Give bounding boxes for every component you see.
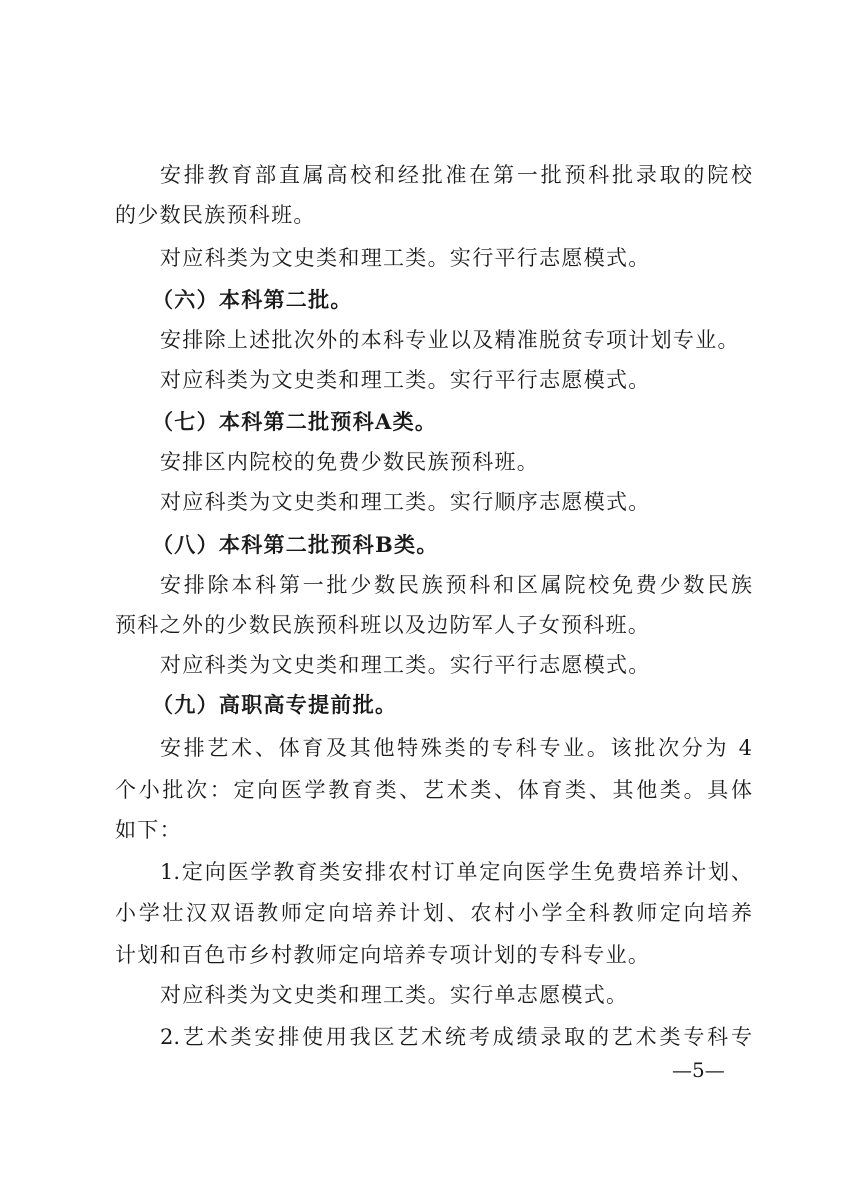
- section-heading: （七）本科第二批预科A类。: [152, 409, 438, 434]
- section-heading: （六）本科第二批。: [152, 287, 353, 312]
- paragraph-line: 小学壮汉双语教师定向培养计划、农村小学全科教师定向培养: [115, 901, 752, 925]
- section-heading: （八）本科第二批预科B类。: [152, 532, 439, 557]
- paragraph-line: 的少数民族预科班。: [115, 203, 316, 227]
- paragraph-line: 如下：: [115, 818, 182, 842]
- paragraph-line: 对应科类为文史类和理工类。实行平行志愿模式。: [160, 368, 651, 392]
- paragraph-line: 安排除本科第一批少数民族预科和区属院校免费少数民族: [160, 573, 752, 597]
- paragraph-line: 安排除上述批次外的本科专业以及精准脱贫专项计划专业。: [160, 328, 740, 352]
- paragraph-line: 安排教育部直属高校和经批准在第一批预科批录取的院校: [160, 163, 752, 187]
- section-heading: （九）高职高专提前批。: [152, 692, 398, 717]
- paragraph-line: 对应科类为文史类和理工类。实行单志愿模式。: [160, 983, 629, 1007]
- paragraph-line: 对应科类为文史类和理工类。实行平行志愿模式。: [160, 653, 651, 677]
- paragraph-line: 对应科类为文史类和理工类。实行顺序志愿模式。: [160, 490, 651, 514]
- paragraph-line: 安排区内院校的免费少数民族预科班。: [160, 450, 540, 474]
- paragraph-line: 安排艺术、体育及其他特殊类的专科专业。该批次分为 4: [160, 736, 752, 760]
- paragraph-line: 1.定向医学教育类安排农村订单定向医学生免费培养计划、: [160, 860, 752, 884]
- paragraph-line: 计划和百色市乡村教师定向培养专项计划的专科专业。: [115, 943, 651, 967]
- page-number: —5—: [672, 1058, 725, 1082]
- paragraph-line: 预科之外的少数民族预科班以及边防军人子女预科班。: [115, 613, 651, 637]
- paragraph-line: 个小批次：定向医学教育类、艺术类、体育类、其他类。具体: [115, 778, 752, 802]
- paragraph-line: 2.艺术类安排使用我区艺术统考成绩录取的艺术类专科专: [160, 1025, 752, 1049]
- paragraph-line: 对应科类为文史类和理工类。实行平行志愿模式。: [160, 246, 651, 270]
